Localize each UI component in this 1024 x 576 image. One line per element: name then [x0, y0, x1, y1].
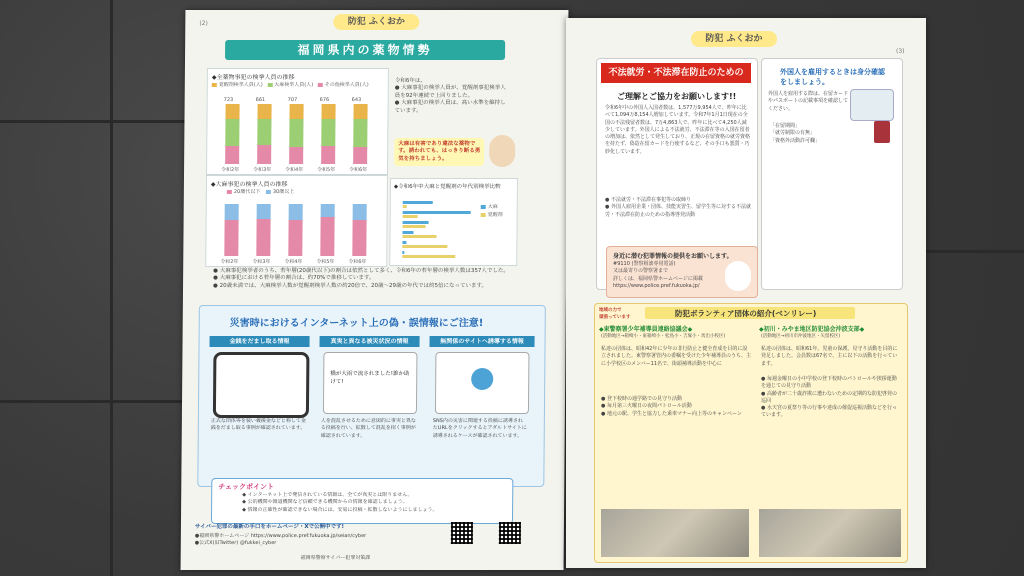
group-items: ● 登下校時の通学路での見守り活動 ● 毎月第三火曜日の夜間パトロール活動 ● 地元の駅、学生と協力した乗車マナー向上等のキャンペーン: [601, 396, 742, 417]
card-desc: SNS内の災害に関連する投稿に誘導されたURLをクリックするとアダルトサイトに誘導されるケースが確認されています。: [432, 418, 527, 439]
chart-cannabis-arrests: [205, 175, 388, 267]
group-sub: (活動地区→初川市沖波地区・矢留校区): [761, 334, 841, 339]
section-title: 福岡県内の薬物情勢: [225, 40, 505, 60]
pavement-joint: [110, 0, 113, 576]
chart-hbar: [403, 225, 426, 228]
post-illustration: 橋が大雨で流されました!誰か助けて!: [323, 352, 418, 414]
disaster-section: [197, 305, 546, 487]
page-banner: 防犯 ふくおか: [691, 31, 777, 47]
volunteer-title: 防犯ボランティア団体の紹介(ベンリレー): [675, 309, 817, 318]
x-tick: 令和5年: [317, 167, 336, 173]
bar-total: 661: [255, 97, 266, 103]
right-page: [566, 18, 926, 568]
chart-hbar: [402, 231, 413, 234]
chart-bar: [257, 104, 271, 119]
left-page: [181, 10, 569, 570]
chart-title: ◆大麻事犯の検挙人員の推移: [210, 181, 288, 188]
chart-bar: [353, 147, 367, 164]
contact-box: [606, 246, 758, 298]
phone-illustration: [213, 352, 310, 418]
chart-title: ◆全薬物事犯の検挙人員の推移: [211, 74, 295, 81]
pavement-joint: [925, 250, 1024, 253]
card-head: 真実と異なる被災状況の情報: [320, 336, 420, 347]
warning-box: 大麻は有害であり違法な薬物です。誘われても、はっきり断る勇気を持ちましょう。: [394, 138, 484, 166]
qr-code-x[interactable]: [499, 522, 521, 544]
bar-total: 643: [351, 97, 362, 103]
chart-bar: [289, 104, 303, 119]
footer-line: サイバー犯罪の最新の手口をホームページ・Xで公開中です!: [194, 524, 345, 530]
x-tick: 令和4年: [285, 167, 304, 173]
foreign-title: 外国人を雇用するときは身分確認をしましょう。: [780, 68, 885, 86]
card-desc: 正式な団体等を装い義援金などと称して金銭をだまし取る事例が確認されています。: [210, 418, 306, 432]
contact-body: #9110 (警察相談専用電話) 又は最寄りの警察署まで 詳しくは、福岡県警ホームページに掲載 https://www.police.pref.fukuoka.jp/: [613, 261, 703, 289]
group-items: ● 毎週金曜日の小中学校の登下校時のパトロールや挨拶運動を通じての見守り活動 ● 高齢者が二十歳詐欺に遭わないための定期的な防犯啓発の巡回 ● 水天宮の夏祭り等の行事や達成の催促巡視活動などを行っています。: [761, 376, 897, 419]
chart-hbar: [403, 201, 433, 204]
group-photo: [759, 509, 901, 557]
page-banner: 防犯 ふくおか: [333, 14, 419, 30]
bar-total: 723: [223, 97, 234, 103]
contact-head: 身近に潜む犯罪情報の提供をお願いします。: [613, 253, 733, 260]
page-number: (2): [199, 20, 208, 27]
chart-bar: [225, 146, 239, 164]
chart-bar: [289, 147, 303, 164]
footer-dept: 福岡県警察サイバー犯罪対策課: [300, 555, 371, 561]
group-body: 私達の団体は、昭和61年、児童の保護、見守り活動を目的に発足しました。会員数は67名で、主に以下の活動を行っています。: [761, 346, 898, 367]
checkpoint-list: ◆ インターネット上で発信されている情報は、全てが真実とは限りません。 ◆ 公的機関や報道機関など信頼できる機関からの情報を確認しましょう。 ◆ 情報の正確性が確認できない場合には、安易に投稿・拡散しないようにしましょう。: [242, 492, 438, 513]
chart-bar: [320, 217, 334, 256]
bar-total: 676: [319, 97, 330, 103]
chart-hbar: [402, 245, 447, 248]
disaster-title: 災害時におけるインターネット上の偽・誤情報にご注意!: [229, 318, 484, 329]
card-desc: 人を混乱させるために意図的に事実と異なる投稿を行い、拡散して混乱を招く事例が確認されています。: [320, 418, 416, 439]
chart-bar: [353, 104, 367, 119]
chart-bar: [353, 204, 367, 220]
x-tick: 令和2年: [221, 167, 240, 173]
foreign-body: 外国人を雇用する際は、在留カードやパスポートの記載事項を確認してください。: [768, 91, 849, 112]
chart-legend: 大麻: [481, 203, 498, 210]
chart-bar: [225, 104, 239, 119]
checkpoint-title: チェックポイント: [218, 483, 275, 491]
chart-hbar: [403, 215, 418, 218]
x-tick: 令和4年: [284, 259, 303, 265]
chart-bar: [288, 220, 302, 256]
chart-hbar: [402, 241, 406, 244]
x-tick: 令和6年: [349, 167, 368, 173]
bullet-list: ● 不法就労・不法滞在事犯等の取締り ● 外国人雇用企業・団体、技能実習生、留学生等に対する不法就労・不法滞在防止のための指導啓発活動: [605, 197, 751, 218]
volunteer-section: [594, 303, 908, 563]
volunteer-tag: 地域の力で 頑張っています: [599, 308, 631, 320]
group-name: ◆東警察署少年補導員連絡協議会◆: [599, 326, 693, 333]
bar-total: 707: [287, 97, 298, 103]
sns-icon: [471, 368, 493, 390]
page-number: (3): [896, 48, 905, 55]
chart-hbar: [402, 255, 455, 258]
red-heading: 不法就労・不法滞在防止のための: [601, 63, 751, 83]
chart-hbar: [403, 211, 471, 214]
x-tick: 令和5年: [316, 259, 335, 265]
checklist: 「在留期間」 「就労制限の有無」 「資格外活動許可欄」: [770, 123, 821, 144]
chart-bar: [321, 204, 335, 217]
x-account-link[interactable]: ●公式X(旧Twitter) @fukkei_cyber: [194, 540, 277, 547]
chart-bar: [257, 204, 271, 219]
chart-bar: [321, 119, 335, 146]
chart-bar: [257, 145, 271, 164]
chart-bar: [353, 119, 367, 147]
chart-bar: [225, 204, 239, 220]
chart-hbar: [402, 235, 436, 238]
chart-bar: [289, 204, 303, 220]
footer-links: [195, 533, 455, 548]
chart-bar: [321, 146, 335, 164]
chart-legend: 覚醒剤検挙人員(人) 大麻検挙人員(人) その他検挙人員(人): [212, 81, 369, 88]
x-tick: 令和2年: [220, 259, 239, 265]
passport-image: [874, 121, 890, 143]
checkpoint-box: [211, 478, 513, 524]
side-note: 令和6年は、 ● 大麻事犯の検挙人員が、覚醒剤事犯検挙人員を92年連続で上回りました。 ● 大麻事犯の検挙人員は、高い水準を維持しています。: [394, 78, 506, 114]
chart-hbar: [403, 221, 429, 224]
chart-drug-arrests: [206, 68, 389, 175]
link-illustration: [435, 352, 530, 414]
group-body: 私達の団体は、昭和42年に少年の非行防止と健全育成を目的に設立されました。東警察署管内の委嘱を受けた少年補導員のうち、主に小学校区のメンバー11名で、街頭補導活動を中心に: [601, 346, 752, 367]
x-tick: 令和6年: [348, 259, 367, 265]
chart-bar: [321, 104, 335, 119]
qr-code-homepage[interactable]: [451, 522, 473, 544]
chart-bar: [289, 119, 303, 147]
chart-hbar: [403, 205, 407, 208]
subheading: ご理解とご協力をお願いします!!: [617, 92, 737, 101]
residence-card-image: [850, 89, 894, 121]
foreign-hire-section: [761, 58, 903, 290]
pavement-joint: [0, 400, 185, 403]
chart-hbar: [402, 251, 404, 254]
body-text: 令和6年中の外国人入国者数は、1,577万9,954人で、昨年に比べて1,094万8,154人増加しています。令和7年1月1日現在の全国の不法残留者数は、7万4,863人で、昨年に比べて4,250人減少しています。外国人による不法就労、不法滞在等の入国在留者の増加は、依然として発生しており、正規の在留資格の就労資格を持たず、偽造在留カードを行使するなど、その手口も悪質・巧妙化しています。: [605, 105, 751, 155]
group-photo: [601, 509, 749, 557]
running-figure: [725, 261, 751, 291]
chart-legend: 覚醒剤: [481, 211, 503, 218]
x-tick: 令和3年: [252, 259, 271, 265]
card-head: 無関係のサイトへ誘導する情報: [430, 336, 535, 347]
homepage-link[interactable]: ●福岡県警ホームページ https://www.police.pref.fukuoka.jp/seian/cyber: [194, 533, 367, 539]
officer-illustration: [489, 135, 515, 167]
chart-bar: [352, 220, 366, 256]
chart-age-comparison: [389, 178, 518, 266]
chart-title: ◆令和6年中大麻と覚醒剤の年代別検挙比較: [393, 184, 501, 190]
chart-bar: [225, 119, 239, 146]
group-sub: (活動地区→箱崎小・東箱崎小・松島小・吉塚小・馬出小校区): [601, 334, 726, 339]
card-head: 金銭をだまし取る情報: [210, 336, 310, 347]
chart-bar: [224, 220, 238, 256]
volunteer-title-bg: [645, 307, 855, 319]
pavement-joint: [0, 120, 185, 123]
chart-bar: [256, 219, 270, 256]
chart-bar: [257, 119, 271, 145]
x-tick: 令和3年: [253, 167, 272, 173]
group-name: ◆初川・みやま地区防犯協会沖波支部◆: [759, 326, 865, 333]
bottom-notes: ● 大麻事犯検挙者のうち、若年層(20歳代以下)の割合は依然として多く、令和6年の若年層の検挙人数は357人でした。 ● 大麻事犯における若年層の割合は、約70%で推移しています。 ● 20歳未満では、大麻検挙人数が覚醒剤検挙人数の約20倍で、20歳〜29歳の年代では約5倍になっています。: [213, 268, 509, 289]
chart-legend: 20歳代以下 30歳以上: [227, 188, 294, 195]
